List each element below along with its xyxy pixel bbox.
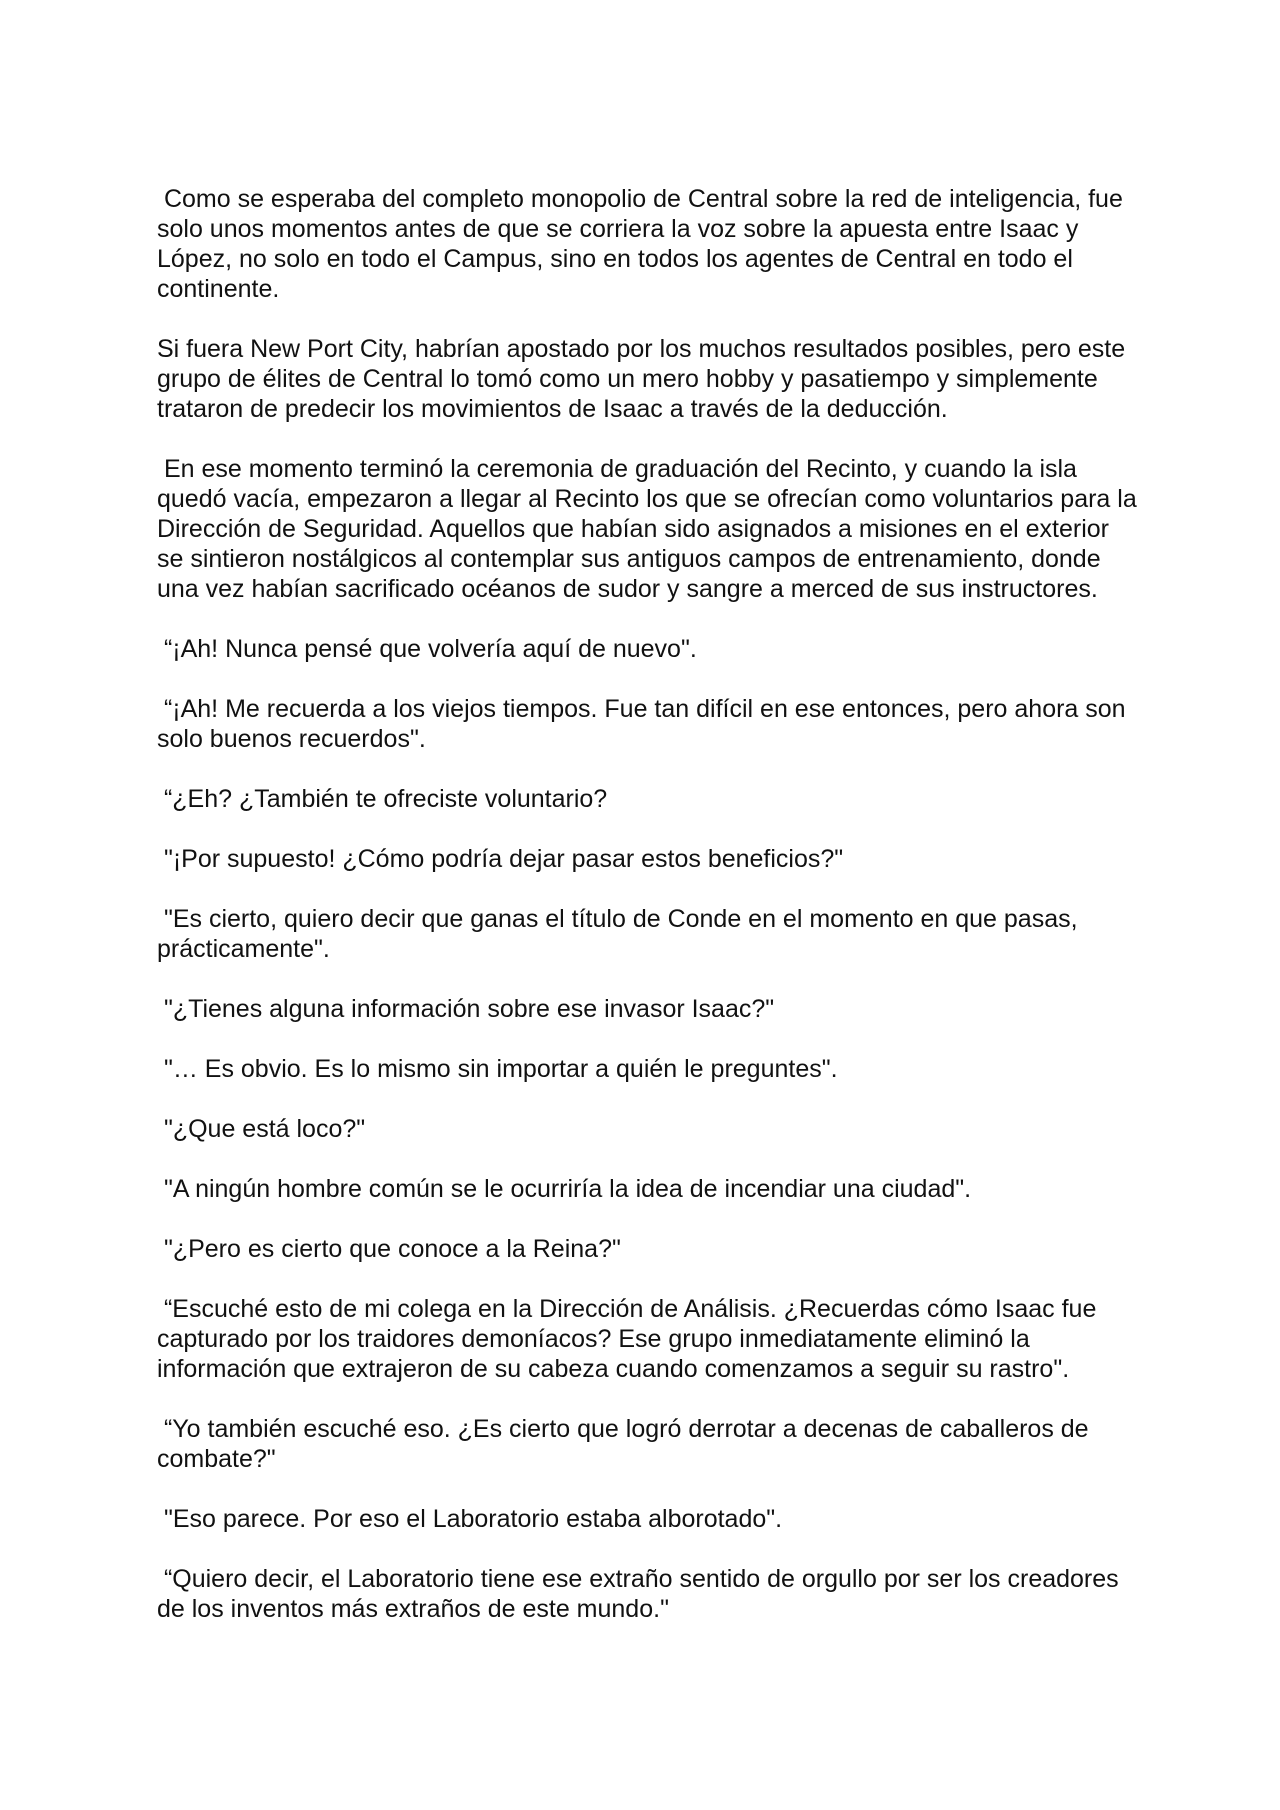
paragraph-10: "… Es obvio. Es lo mismo sin importar a quién le preguntes". bbox=[157, 1055, 838, 1083]
paragraph-15: “Yo también escuché eso. ¿Es cierto que logró derrotar a decenas de caballeros de combate?" bbox=[157, 1415, 1096, 1473]
paragraph-7: "¡Por supuesto! ¿Cómo podría dejar pasar estos beneficios?" bbox=[157, 845, 844, 873]
paragraph-12: "A ningún hombre común se le ocurriría la idea de incendiar una ciudad". bbox=[157, 1175, 972, 1203]
paragraph-2: Si fuera New Port City, habrían apostado por los muchos resultados posibles, pero este grupo de élites de Central lo tomó como un mero hobby y pasatiempo y simplemente trataron de predecir los movimientos de Isaac a través de la deducción. bbox=[157, 335, 1133, 423]
paragraph-14: “Escuché esto de mi colega en la Dirección de Análisis. ¿Recuerdas cómo Isaac fue capturado por los traidores demoníacos? Ese grupo inmediatamente eliminó la información que extrajeron de su cabeza cuando comenzamos a seguir su rastro". bbox=[157, 1295, 1104, 1383]
paragraph-11: "¿Que está loco?" bbox=[157, 1115, 366, 1143]
paragraph-13: "¿Pero es cierto que conoce a la Reina?" bbox=[157, 1235, 621, 1263]
paragraph-6: “¿Eh? ¿También te ofreciste voluntario? bbox=[157, 785, 608, 813]
paragraph-17: “Quiero decir, el Laboratorio tiene ese extraño sentido de orgullo por ser los creadores de los inventos más extraños de este mundo." bbox=[157, 1565, 1126, 1623]
paragraph-4: “¡Ah! Nunca pensé que volvería aquí de nuevo". bbox=[157, 635, 697, 663]
paragraph-5: “¡Ah! Me recuerda a los viejos tiempos. Fue tan difícil en ese entonces, pero ahora son solo buenos recuerdos". bbox=[157, 695, 1133, 753]
paragraph-3: En ese momento terminó la ceremonia de graduación del Recinto, y cuando la isla quedó vacía, empezaron a llegar al Recinto los que se ofrecían como voluntarios para la Dirección de Seguridad. Aquellos que habían sido asignados a misiones en el exterior se sintieron nostálgicos al contemplar sus antiguos campos de entrenamiento, donde una vez habían sacrificado océanos de sudor y sangre a merced de sus instructores. bbox=[157, 455, 1144, 603]
paragraph-16: "Eso parece. Por eso el Laboratorio estaba alborotado". bbox=[157, 1505, 783, 1533]
document-body bbox=[157, 184, 1144, 1654]
paragraph-8: "Es cierto, quiero decir que ganas el título de Conde en el momento en que pasas, prácticamente". bbox=[157, 905, 1085, 963]
paragraph-9: "¿Tienes alguna información sobre ese invasor Isaac?" bbox=[157, 995, 775, 1023]
paragraph-1: Como se esperaba del completo monopolio de Central sobre la red de inteligencia, fue solo unos momentos antes de que se corriera la voz sobre la apuesta entre Isaac y López, no solo en todo el Campus, sino en todos los agentes de Central en todo el continente. bbox=[157, 185, 1130, 303]
